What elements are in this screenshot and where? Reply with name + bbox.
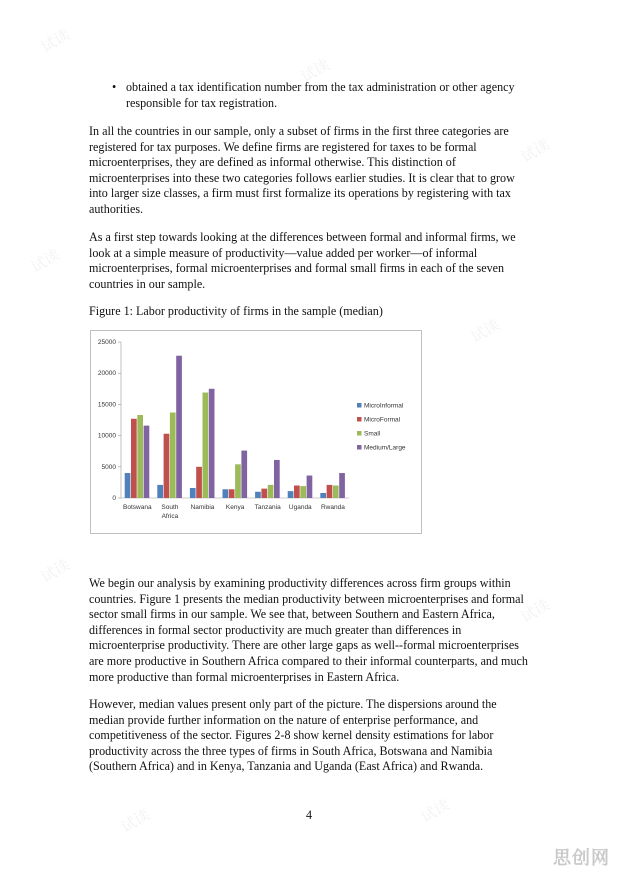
- bar: [131, 419, 137, 498]
- bar: [294, 486, 300, 498]
- watermark: 试读: [37, 25, 73, 57]
- bar: [320, 493, 326, 498]
- bar: [190, 488, 196, 498]
- bar: [196, 467, 202, 498]
- bar: [241, 451, 247, 498]
- bar: [170, 413, 176, 498]
- legend-swatch: [357, 445, 362, 450]
- y-tick-label: 5000: [101, 463, 116, 471]
- legend-label: MicroFormal: [364, 416, 401, 424]
- x-tick-label: Botswana: [123, 504, 152, 511]
- figure-caption: Figure 1: Labor productivity of firms in the sample (median): [89, 304, 383, 318]
- x-tick-label: Rwanda: [320, 504, 345, 511]
- bar: [125, 473, 131, 498]
- paragraph: In all the countries in our sample, only a subset of firms in the first three categories are registered for tax purposes. We define firms are registered for taxes to be formal microenterprises, they are defined as informal otherwise. This distinction of microenterprises into these two categories follows earlier studies. It is clear that to grow into larger size classes, a firm must first formalize its operations by registering with tax authorities.: [89, 124, 515, 216]
- bar: [339, 473, 345, 498]
- paragraph: We begin our analysis by examining productivity differences across firm groups within countries. Figure 1 presents the median productivity between microenterprises and formal sector small firms in our sample. We see that, between Southern and Eastern Africa, differences in formal sector productivity are much greater than differences in microenterprise productivity. There are other large gaps as well--formal microenterprises are more productive in Southern Africa compared to their informal counterparts, and much more productive than formal microenterprises in Eastern Africa.: [89, 576, 528, 684]
- bar: [203, 393, 209, 498]
- page-number: 4: [305, 808, 313, 822]
- bar: [223, 489, 229, 498]
- bar: [164, 434, 170, 498]
- bar: [157, 485, 163, 498]
- watermark: 试读: [467, 315, 503, 347]
- bar: [255, 492, 261, 498]
- brand-logo: 思创网: [553, 848, 610, 869]
- bar: [300, 486, 306, 498]
- x-tick-label: South: [161, 504, 179, 511]
- legend-label: Small: [364, 430, 381, 438]
- bar: [261, 489, 267, 498]
- watermark: 试读: [417, 795, 453, 827]
- bar: [333, 486, 339, 498]
- legend-swatch: [357, 403, 362, 408]
- bar: [288, 491, 294, 498]
- watermark: 试读: [517, 595, 553, 627]
- y-tick-label: 15000: [97, 401, 116, 409]
- x-tick-label: Uganda: [288, 504, 312, 511]
- bar: [235, 464, 241, 498]
- y-tick-label: 20000: [97, 370, 116, 378]
- bar: [268, 485, 274, 498]
- bar: [144, 426, 150, 498]
- x-tick-label: Kenya: [225, 504, 245, 511]
- watermark: 试读: [517, 135, 553, 167]
- y-tick-label: 25000: [97, 339, 116, 346]
- bullet-item: [112, 80, 526, 111]
- legend-swatch: [357, 417, 362, 422]
- bar: [327, 485, 333, 498]
- bar: [176, 356, 182, 498]
- legend-label: MicroInformal: [364, 402, 404, 410]
- x-tick-label: Namibia: [190, 504, 215, 511]
- bar: [307, 476, 313, 498]
- legend-swatch: [357, 431, 362, 436]
- paragraph: However, median values present only part of the picture. The dispersions around the median provide further information on the nature of enterprise performance, and competitiveness of the sector. Figures 2-8 show kernel density estimations for labor productivity across the three types of firms in South Africa, Botswana and Namibia (Southern Africa) and in Kenya, Tanzania and Uganda (East Africa) and Rwanda.: [89, 697, 497, 774]
- watermark: 试读: [37, 555, 73, 587]
- x-tick-label: Tanzania: [254, 504, 281, 511]
- bar: [229, 489, 235, 498]
- chart-svg: [91, 331, 421, 533]
- legend-label: Medium/Large: [364, 444, 406, 452]
- y-tick-label: 10000: [97, 432, 116, 440]
- watermark: 试读: [117, 805, 153, 837]
- bar: [209, 389, 215, 498]
- bullet-text: obtained a tax identification number from the tax administration or other agency responsible for tax registration.: [126, 80, 515, 110]
- bar: [137, 415, 143, 498]
- watermark: 试读: [27, 245, 63, 277]
- watermark: 试读: [297, 55, 333, 87]
- y-tick-label: 0: [112, 495, 116, 502]
- paragraph: As a first step towards looking at the differences between formal and informal firms, we look at a simple measure of productivity—value added per worker—of informal microenterprises, formal microenterprises and formal small firms in each of the seven countries in our sample.: [89, 230, 516, 291]
- bar-chart: [90, 330, 422, 534]
- bullet-icon: •: [112, 80, 117, 94]
- bar: [274, 460, 280, 498]
- x-tick-label: Africa: [161, 513, 179, 520]
